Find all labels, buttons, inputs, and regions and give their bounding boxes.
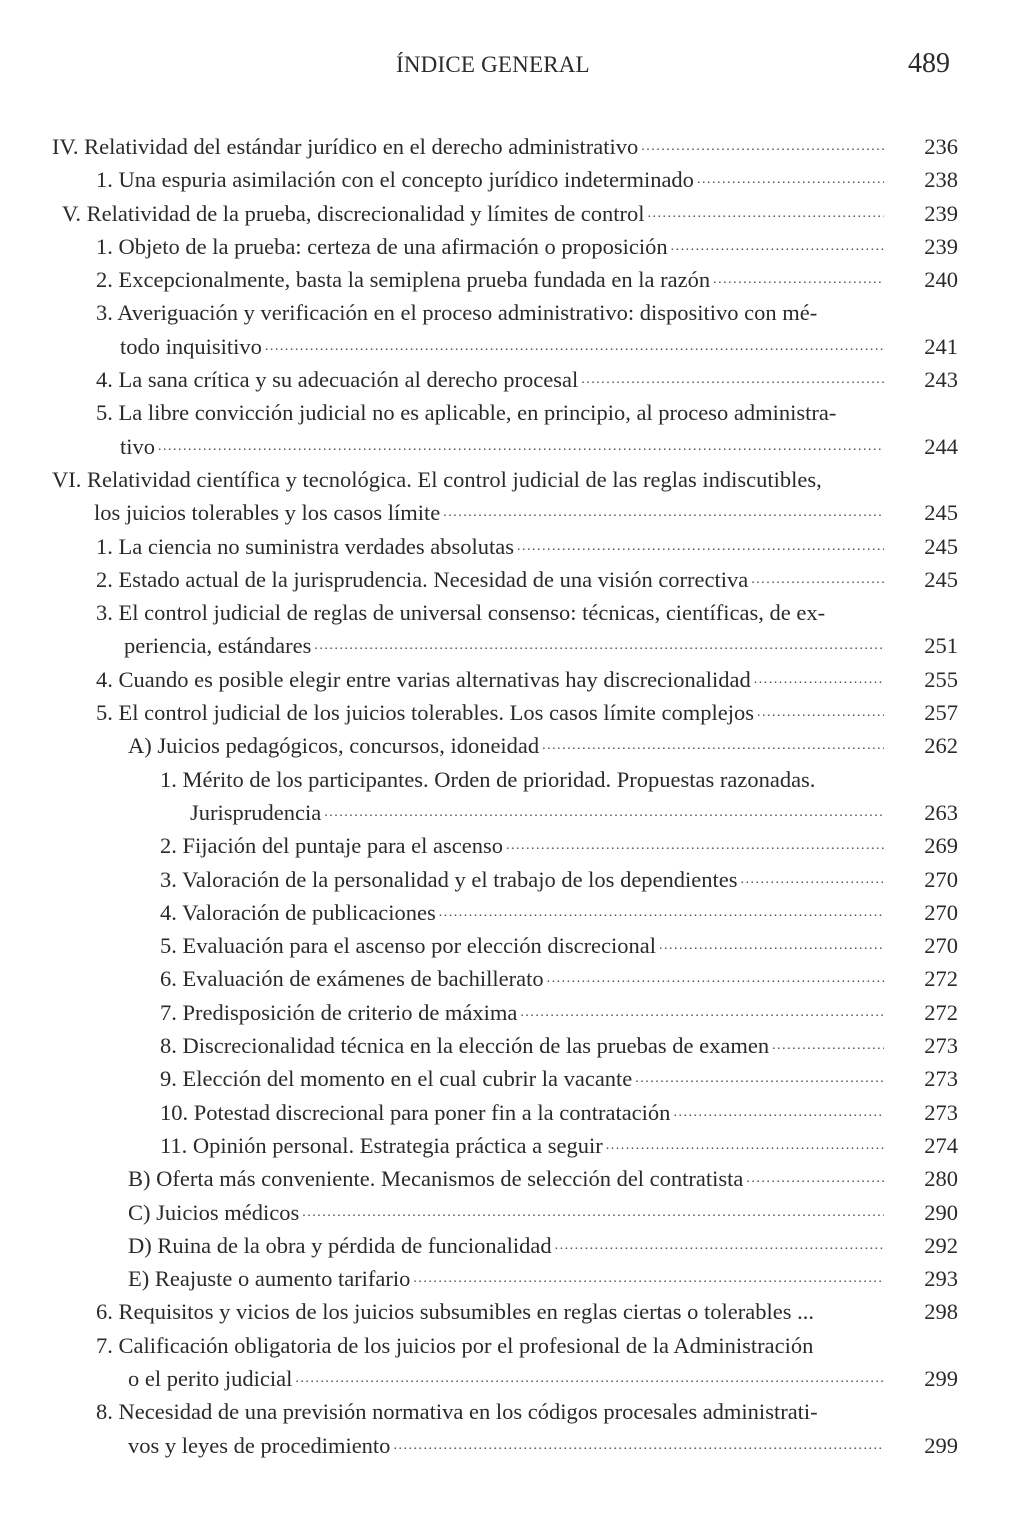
toc-entry [0,1229,1020,1262]
toc-entry-label: B) Oferta más conveniente. Mecanismos de selección del contratista [128,1166,744,1192]
toc-entry [0,1062,1020,1095]
toc-entry-label-continuation: todo inquisitivo [120,333,262,359]
toc-entry [0,962,1020,995]
toc-entry [0,197,1020,230]
toc-entry-label: 5. Evaluación para el ascenso por elección discrecional [160,933,657,959]
toc-entry-page: 257 [924,700,958,726]
toc-entry-page: 269 [924,833,958,859]
toc-entry-page: 251 [924,633,958,659]
toc-entry [0,696,1020,729]
toc-entry-label: 3. El control judicial de reglas de universal consenso: técnicas, científicas, de ex- [96,600,826,626]
toc-entry-label: 8. Necesidad de una previsión normativa en los códigos procesales administrati- [96,1399,818,1425]
toc-entry-page: 272 [924,966,958,992]
toc-entry [0,1295,1020,1328]
toc-entry-page: 239 [924,200,958,226]
toc-entry-label: 9. Elección del momento en el cual cubrir la vacante [160,1066,633,1092]
toc-entry-label: 7. Calificación obligatoria de los juicios por el profesional de la Administración [96,1332,814,1358]
toc-entry-label: A) Juicios pedagógicos, concursos, idoneidad [128,733,540,759]
toc-entry [0,230,1020,263]
toc-entry-label: 5. El control judicial de los juicios tolerables. Los casos límite complejos [96,700,754,726]
toc-entry-page: 299 [924,1432,958,1458]
toc-entry-label: 1. La ciencia no suministra verdades absolutas [96,533,514,559]
toc-entry-page: 274 [924,1132,958,1158]
toc-entry-page: 243 [924,367,958,393]
toc-entry-label: 3. Valoración de la personalidad y el trabajo de los dependientes [160,866,738,892]
toc-entry-page: 270 [924,866,958,892]
toc-entry [0,530,1020,563]
toc-entry [0,929,1020,962]
toc-entry [0,1029,1020,1062]
toc-entry-label: V. Relatividad de la prueba, discrecionalidad y límites de control [62,200,645,226]
toc-entry [0,1096,1020,1129]
page-number: 489 [908,48,950,79]
toc-entry [0,829,1020,862]
toc-entry-label: 5. La libre convicción judicial no es aplicable, en principio, al proceso administra- [96,400,837,426]
running-head: ÍNDICE GENERAL [396,52,590,77]
toc-entry-label: 6. Requisitos y vicios de los juicios subsumibles en reglas ciertas o tolerables ... [96,1299,815,1325]
toc-entry-page: 244 [924,433,958,459]
toc-entry-label: 8. Discrecionalidad técnica en la elección de las pruebas de examen [160,1033,770,1059]
toc-entry [0,163,1020,196]
toc-entry-page: 280 [924,1166,958,1192]
toc-entry [0,130,1020,163]
toc-entry-page: 241 [924,333,958,359]
toc-entry-page: 298 [924,1299,958,1325]
toc-entry-label-continuation: los juicios tolerables y los casos límite [94,500,441,526]
toc-entry-label-continuation: o el perito judicial [128,1365,293,1391]
toc-entry-page: 273 [924,1033,958,1059]
toc-entry [0,563,1020,596]
toc-entry-label-continuation: vos y leyes de procedimiento [128,1432,391,1458]
toc-entry [0,596,1020,663]
toc-entry-label: 6. Evaluación de exámenes de bachillerato [160,966,544,992]
toc-entry-page: 236 [924,134,958,159]
toc-entry-page: 245 [924,566,958,592]
toc-entry-page: 263 [924,799,958,825]
toc-entry [0,1162,1020,1195]
toc-entry [0,1196,1020,1229]
toc-entry-page: 290 [924,1199,958,1225]
toc-entry-page: 240 [924,267,958,293]
toc-entry [0,1395,1020,1462]
toc-entry [0,296,1020,363]
toc-entry-page: 239 [924,233,958,259]
toc-entry-label: VI. Relatividad científica y tecnológica. El control judicial de las reglas indiscutibles, [52,466,822,492]
toc-entry [0,863,1020,896]
toc-entry [0,729,1020,762]
toc-entry-label: 2. Fijación del puntaje para el ascenso [160,833,504,859]
toc-entry [0,763,1020,830]
toc-entry-page: 272 [924,999,958,1025]
toc-entry-page: 299 [924,1365,958,1391]
toc-entry-label: 7. Predisposición de criterio de máxima [160,999,518,1025]
toc-entry [0,363,1020,396]
toc-entry-label: 10. Potestad discrecional para poner fin a la contratación [160,1099,671,1125]
toc-entry-label: 4. La sana crítica y su adecuación al derecho procesal [96,367,579,393]
toc-entry-page: 273 [924,1099,958,1125]
toc-entry [0,663,1020,696]
toc-entry-page: 293 [924,1266,958,1292]
toc-entry-label: IV. Relatividad del estándar jurídico en el derecho administrativo [52,134,639,159]
toc-entry [0,1329,1020,1396]
toc-entry [0,1129,1020,1162]
toc-entry [0,396,1020,463]
toc-entry [0,996,1020,1029]
toc-entry-page: 292 [924,1232,958,1258]
toc-entry-page: 245 [924,500,958,526]
toc-entry-page: 262 [924,733,958,759]
toc-entry-label: C) Juicios médicos [128,1199,300,1225]
toc-entry [0,1262,1020,1295]
toc-entry-page: 255 [924,666,958,692]
toc-entry-page: 270 [924,933,958,959]
toc-entry-label-continuation: Jurisprudencia [190,799,322,825]
toc-entry [0,263,1020,296]
toc-entry-page: 273 [924,1066,958,1092]
toc-entry-page: 270 [924,899,958,925]
table-of-contents [0,130,1020,1462]
toc-entry [0,896,1020,929]
toc-entry-label: 3. Averiguación y verificación en el proceso administrativo: dispositivo con mé- [96,300,818,326]
toc-entry-label: 4. Valoración de publicaciones [160,899,436,925]
toc-entry-label-continuation: periencia, estándares [124,633,312,659]
toc-entry [0,463,1020,530]
toc-entry-label: 1. Una espuria asimilación con el concepto jurídico indeterminado [96,167,694,193]
toc-entry-label: 4. Cuando es posible elegir entre varias alternativas hay discrecionalidad [96,666,751,692]
toc-entry-label: 2. Estado actual de la jurisprudencia. Necesidad de una visión correctiva [96,566,749,592]
toc-entry-label-continuation: tivo [120,433,156,459]
toc-entry-label: D) Ruina de la obra y pérdida de funcionalidad [128,1232,552,1258]
toc-entry-label: 1. Objeto de la prueba: certeza de una afirmación o proposición [96,233,668,259]
toc-entry-label: 2. Excepcionalmente, basta la semiplena prueba fundada en la razón [96,267,711,293]
toc-entry-page: 245 [924,533,958,559]
toc-entry-page: 238 [924,167,958,193]
toc-entry-label: 11. Opinión personal. Estrategia práctica a seguir [160,1132,603,1158]
toc-entry-label: 1. Mérito de los participantes. Orden de prioridad. Propuestas razonadas. [160,766,816,792]
toc-entry-label: E) Reajuste o aumento tarifario [128,1266,411,1292]
